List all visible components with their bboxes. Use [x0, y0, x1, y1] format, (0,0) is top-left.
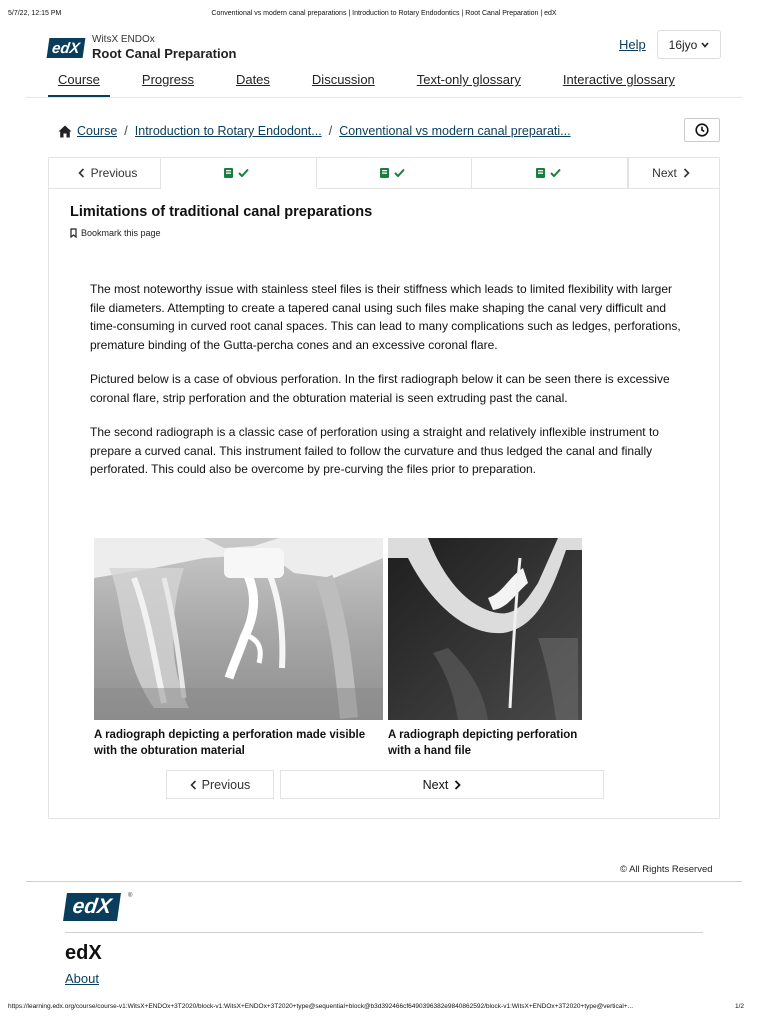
- unit-tab-1[interactable]: [161, 158, 317, 189]
- chevron-right-icon: [454, 780, 461, 790]
- radiograph-image: [388, 538, 582, 725]
- previous-label: Previous: [201, 777, 251, 792]
- book-completed-icon: [379, 167, 409, 179]
- footer-logo[interactable]: [65, 893, 132, 921]
- bookmark-button[interactable]: [70, 228, 161, 238]
- footer-divider: [26, 881, 742, 882]
- breadcrumb-course[interactable]: Course: [77, 124, 118, 138]
- print-datetime: 5/7/22, 12:15 PM: [8, 10, 62, 17]
- sequence-next-button[interactable]: [628, 158, 719, 188]
- tab-interactive-glossary[interactable]: Interactive glossary: [562, 72, 675, 87]
- book-completed-icon: [535, 167, 565, 179]
- next-label: Next: [422, 777, 449, 792]
- print-title: Conventional vs modern canal preparations | Introduction to Rotary Endodontics | Root Canal Preparation | edX: [211, 10, 557, 17]
- username: 16jyo: [668, 37, 698, 52]
- chevron-left-icon: [78, 168, 85, 178]
- tabs-divider: [26, 97, 742, 98]
- tab-discussion[interactable]: Discussion: [311, 72, 375, 87]
- breadcrumb-separator: /: [328, 124, 333, 138]
- unit-tab-2[interactable]: [317, 158, 473, 188]
- chevron-left-icon: [190, 780, 197, 790]
- figure-caption: A radiograph depicting a perforation made visible with the obturation material: [94, 729, 366, 757]
- bookmark-label: Bookmark this page: [81, 228, 161, 238]
- footer-name: edX: [65, 942, 102, 964]
- content-paragraph: Pictured below is a case of obvious perforation. In the first radiograph below it can be seen there is excessive coronal flare, strip perforation and the obturation material is seen extruding past the canal.: [90, 372, 670, 405]
- course-org: WitsX ENDOx: [92, 34, 155, 45]
- unit-tab-3[interactable]: [472, 158, 628, 188]
- breadcrumb: [58, 124, 571, 138]
- clock-icon: [695, 123, 709, 137]
- breadcrumb-separator: /: [124, 124, 128, 138]
- tab-course[interactable]: Course: [48, 70, 110, 98]
- print-header: [0, 10, 768, 22]
- book-completed-icon: [223, 167, 253, 179]
- figure-caption: A radiograph depicting perforation with a hand file: [388, 729, 578, 757]
- sequence-previous-button[interactable]: [49, 158, 161, 188]
- help-link[interactable]: Help: [619, 37, 646, 52]
- edx-logo[interactable]: edX: [47, 38, 86, 58]
- sequence-previous-label: Previous: [90, 166, 138, 180]
- previous-button[interactable]: [166, 770, 274, 799]
- figure-perforation-hand-file: [388, 538, 582, 759]
- registered-mark: ®: [128, 893, 133, 899]
- course-header: [48, 34, 236, 61]
- print-url: https://learning.edx.org/course/course-v1:WitsX+ENDOx+3T2020/block-v1:WitsX+ENDOx+3T2020+type@sequential+block@b3d392466cf6490396382e9840862592/block-v1:WitsX+ENDOx+3T2020+type@vertical+...: [8, 1003, 634, 1010]
- tab-text-only-glossary[interactable]: Text-only glossary: [416, 72, 521, 87]
- radiograph-image: [94, 538, 383, 725]
- print-page-number: 1/2: [734, 1003, 744, 1010]
- print-footer: [0, 1003, 768, 1015]
- tab-dates[interactable]: Dates: [235, 72, 270, 87]
- user-menu-button[interactable]: [657, 30, 721, 59]
- content-paragraph: The most noteworthy issue with stainless steel files is their stiffness which leads to limited flexibility with larger file diameters. Attempting to create a tapered canal using such files make shaping the canal very difficult and time-consuming in curved root canal spaces. This can lead to many complications such as ledges, perforations, premature binding of the Gutta-percha cones and an excessive coronal flare.: [90, 282, 681, 352]
- chevron-down-icon: [701, 42, 709, 48]
- breadcrumb-subsection[interactable]: Conventional vs modern canal preparati...: [339, 124, 571, 138]
- breadcrumb-section[interactable]: Introduction to Rotary Endodont...: [134, 124, 322, 138]
- unit-container: [48, 157, 720, 819]
- bottom-navigation: [166, 770, 604, 799]
- chevron-right-icon: [683, 168, 690, 178]
- tab-progress[interactable]: Progress: [141, 72, 194, 87]
- unit-title: Limitations of traditional canal preparations: [70, 204, 373, 220]
- schedule-button[interactable]: [684, 118, 720, 142]
- content-paragraph: The second radiograph is a classic case of perforation using a straight and relatively inflexible instrument to prepare a curved canal. This instrument failed to follow the curvature and thus ledged the canal and finally perforated. This could also be overcome by pre-curving the files prior to preparation.: [90, 425, 659, 476]
- home-icon: [58, 125, 72, 138]
- footer-divider: [65, 932, 703, 933]
- bookmark-icon: [70, 228, 77, 238]
- sequence-next-label: Next: [652, 166, 677, 180]
- course-title: Root Canal Preparation: [92, 46, 237, 61]
- unit-content: [90, 280, 682, 495]
- edx-logo: edX: [63, 893, 121, 921]
- copyright-notice: © All Rights Reserved: [620, 864, 713, 875]
- next-button[interactable]: [280, 770, 604, 799]
- figures: [94, 538, 582, 759]
- course-tabs: [48, 70, 707, 98]
- figure-perforation-obturation: [94, 538, 383, 759]
- sequence-navigation: [49, 158, 719, 189]
- about-link[interactable]: About: [65, 971, 99, 986]
